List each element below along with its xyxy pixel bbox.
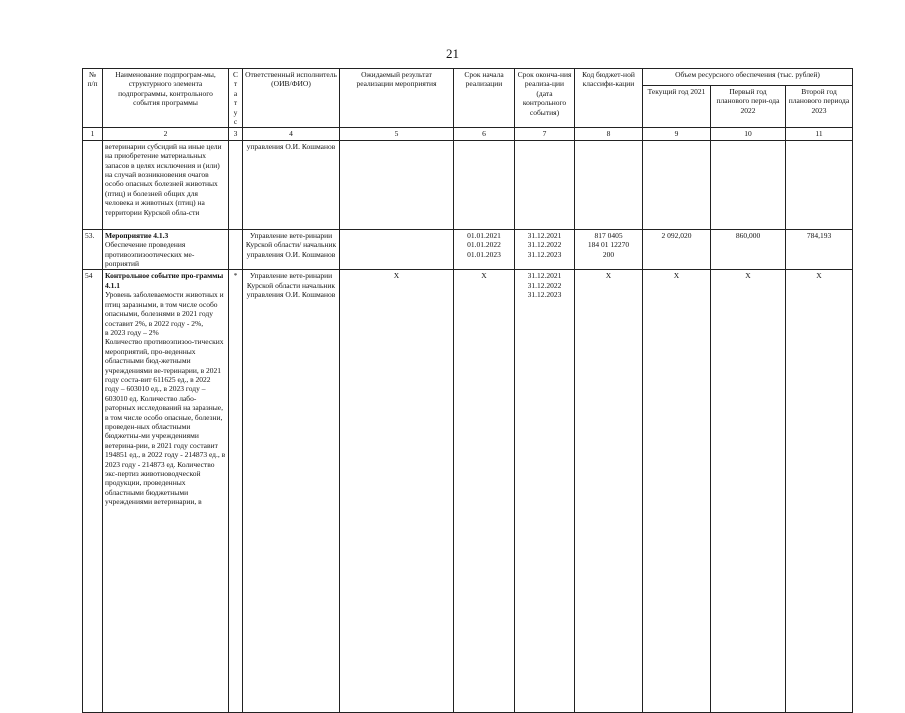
column-number: 4 xyxy=(243,128,340,140)
column-number: 2 xyxy=(103,128,229,140)
row-2022: X xyxy=(711,270,786,713)
header-num: № п/п xyxy=(83,69,103,128)
row-num: 54 xyxy=(83,270,103,713)
row-status: * xyxy=(229,270,243,713)
row-2023 xyxy=(786,140,853,229)
header-end: Срок оконча-ния реализа-ции (дата контрольного события) xyxy=(515,69,575,128)
row-2023: 784,193 xyxy=(786,229,853,270)
row-start: 01.01.2021 01.01.2022 01.01.2023 xyxy=(454,229,515,270)
table-row xyxy=(83,229,853,270)
row-executor: управления О.И. Кошманов xyxy=(243,140,340,229)
row-title: Мероприятие 4.1.3 xyxy=(105,230,169,240)
column-number: 9 xyxy=(643,128,711,140)
row-name: ветеринарии субсидий на иные цели на приобретение материальных запасов в целях исключения и (или) на случай возникновения очагов особо опасных болезней животных (птиц) и болезней общих для человека и животных (птиц) на территории Курской обла-сти xyxy=(103,140,229,229)
row-end xyxy=(515,140,575,229)
header-second-year: Второй год планового периода 2023 xyxy=(786,85,853,128)
header-start: Срок начала реализации xyxy=(454,69,515,128)
row-name: Обеспечение проведения противоэпизоотических ме-роприятий xyxy=(105,240,195,269)
row-name-cell xyxy=(103,270,229,713)
row-num: 53. xyxy=(83,229,103,270)
row-end: 31.12.2021 31.12.2022 31.12.2023 xyxy=(515,270,575,713)
column-number: 8 xyxy=(575,128,643,140)
row-executor: Управление вете-ринарии Курской области начальник управления О.И. Кошманов xyxy=(243,270,340,713)
row-name-cell xyxy=(103,229,229,270)
header-name: Наименование подпрограм-мы, структурного элемента подпрограммы, контрольного события программы xyxy=(103,69,229,128)
page-number: 21 xyxy=(446,46,459,61)
row-executor: Управление вете-ринарии Курской области/ начальник управления О.И. Кошманов xyxy=(243,229,340,270)
row-2021 xyxy=(643,140,711,229)
column-number: 6 xyxy=(454,128,515,140)
column-number: 5 xyxy=(340,128,454,140)
column-number: 1 xyxy=(83,128,103,140)
header-row xyxy=(83,69,853,86)
row-result xyxy=(340,140,454,229)
column-number: 10 xyxy=(711,128,786,140)
column-number: 7 xyxy=(515,128,575,140)
header-executor: Ответственный исполнитель (ОИВ/ФИО) xyxy=(243,69,340,128)
row-budget-code: 817 0405 184 01 12270 200 xyxy=(575,229,643,270)
row-2022 xyxy=(711,140,786,229)
column-number: 3 xyxy=(229,128,243,140)
column-number: 11 xyxy=(786,128,853,140)
row-2021: 2 092,020 xyxy=(643,229,711,270)
row-2022: 860,000 xyxy=(711,229,786,270)
table-row xyxy=(83,140,853,229)
header-status: С т а т у с xyxy=(229,69,243,128)
column-numbers-row xyxy=(83,128,853,140)
table-row xyxy=(83,270,853,713)
row-start xyxy=(454,140,515,229)
row-status xyxy=(229,229,243,270)
row-name: Уровень заболеваемости животных и птиц заразными, в том числе особо опасными, болезнями в 2021 году составит 2%, в 2022 году - 2%, в 2023 году – 2% Количество противоэпизоо-тических мероприятий, про-веденных областными бюд-жетными учреждениями ве-теринарии, в 2021 году соста-вит 611625 ед., в 2022 году – 603010 ед., в 2023 году – 603010 ед. Количество лабо-раторных исследований на заразные, в том числе особо опасные, болезни, проведен-ных областными бюджетны-ми учреждениями ветерина-рии, в 2021 году составит 194851 ед., в 2022 году - 214873 ед., в 2023 году - 214873 ед. Количество экс-пертиз животноводческой продукции, проведенных областными бюджетными учреждениями ветеринарии, в xyxy=(105,290,226,507)
row-title: Контрольное событие про-граммы 4.1.1 xyxy=(105,271,224,290)
header-current-year: Текущий год 2021 xyxy=(643,85,711,128)
header-resources: Объем ресурсного обеспечения (тыс. рублей) xyxy=(643,69,853,86)
row-status xyxy=(229,140,243,229)
row-end: 31.12.2021 31.12.2022 31.12.2023 xyxy=(515,229,575,270)
row-2023: X xyxy=(786,270,853,713)
program-table xyxy=(82,68,853,713)
row-result: X xyxy=(340,270,454,713)
row-budget-code: X xyxy=(575,270,643,713)
row-start: X xyxy=(454,270,515,713)
row-result xyxy=(340,229,454,270)
header-first-year: Первый год планового пери-ода 2022 xyxy=(711,85,786,128)
row-budget-code xyxy=(575,140,643,229)
header-budget-code: Код бюджет-ной классифи-кации xyxy=(575,69,643,128)
header-result: Ожидаемый результат реализации мероприятия xyxy=(340,69,454,128)
row-2021: X xyxy=(643,270,711,713)
row-num xyxy=(83,140,103,229)
